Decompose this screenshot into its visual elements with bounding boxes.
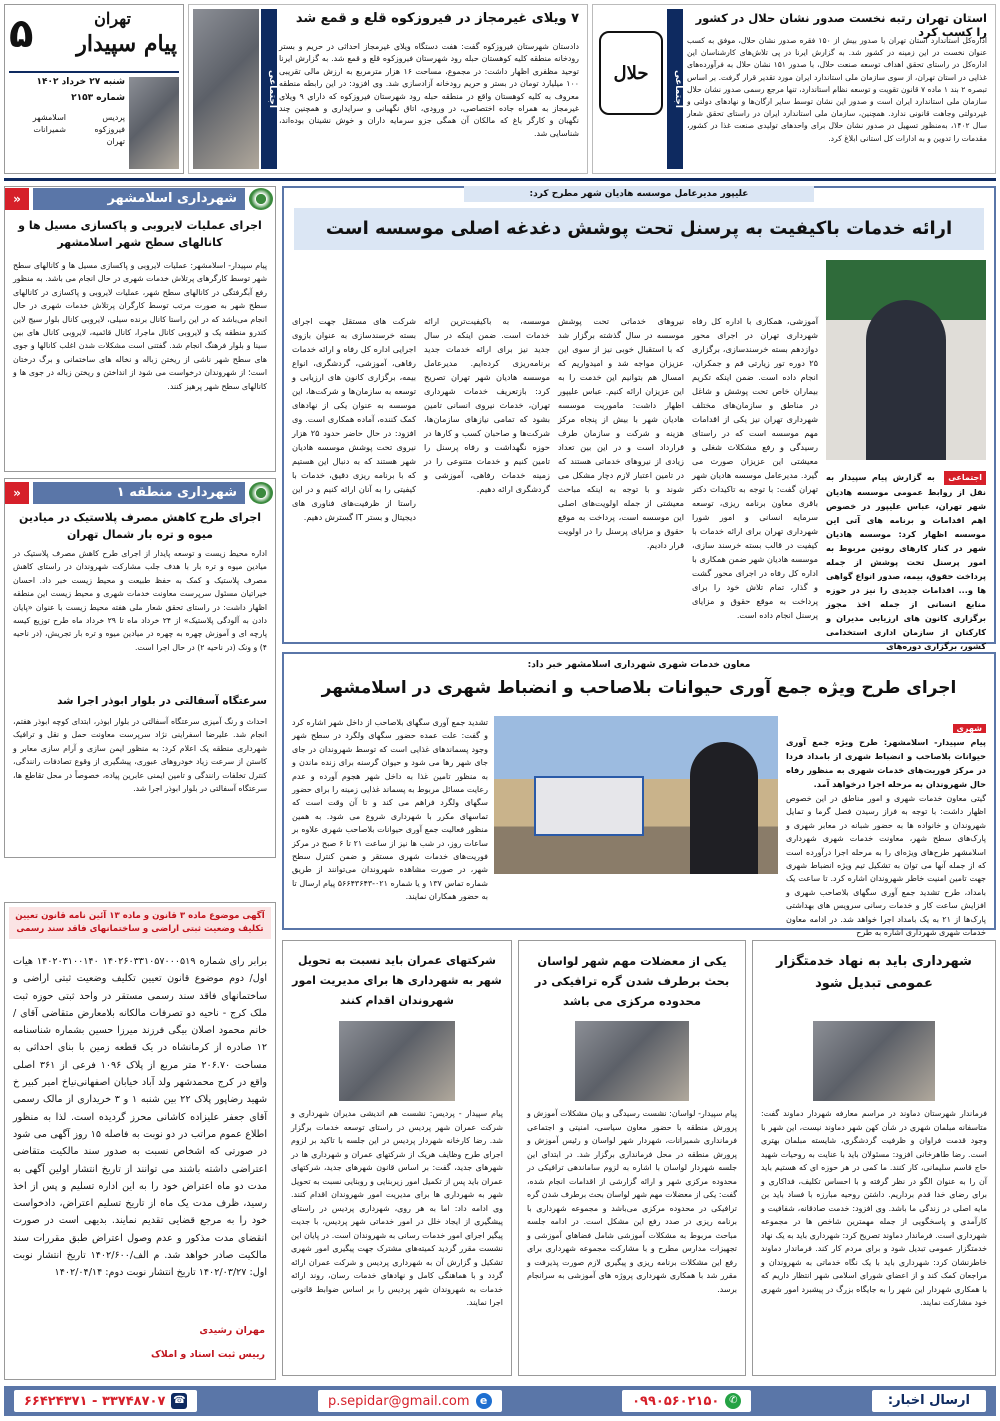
section-badge: شهری — [953, 724, 986, 733]
whatsapp-number: ۰۹۹۰۵۶۰۲۱۵۰ — [632, 1393, 720, 1409]
notice-signer: مهران رشیدی — [199, 1325, 265, 1336]
lead-text: پیام سپیدار- اسلامشهر: طرح ویژه جمع آوری حیوانات بلاصاحب و انضباط شهری از بامداد فردا در مرکز فوریت‌های خدمات شهری به منظور رفاه حال شهروندان به مرحله اجرا درخواهد آمد. — [786, 737, 986, 789]
municipality-logo-icon — [249, 482, 273, 504]
top-divider — [4, 178, 996, 181]
headline: سرعتگاه آسفالتی در بلوار ابوذر اجرا شد — [57, 695, 267, 707]
phone-contact[interactable] — [14, 1390, 197, 1412]
top-right-story — [592, 4, 996, 174]
headline: شهرداری باید به نهاد خدمتگزار عمومی تبدیل شود — [776, 954, 972, 991]
phone-numbers: ۳۳۷۴۸۷۰۷ - ۶۶۴۲۴۳۷۱ — [24, 1393, 166, 1409]
lead-paragraph — [826, 470, 986, 653]
email-icon: e — [476, 1393, 492, 1409]
story-body: پیام سپیدار- اسلامشهر: عملیات لایروبی و پاکسازی مسیل ها و کانالهای سطح شهر توسط کارگرهای پرتلاش خدمات شهری در حال انجام می باشد. به منظور رفع آبگرفتگی در کانالهای سطح شهر، عملیات لایروبی و پاکسازی در کانالهای سطح شهر به صورت مرتب توسط کارگران پرتلاش خدمات شهری در حال انجام می‌باشد که در این راستا کانال برنده سیلی، لایروبی کانال بلوار سیج لاین کندرو منطقه یک و لایروبی کانال ماجرا، کانال قائمیه، لایروبی کانال های بین سینا و بلوار فرهنگ انجام شد. گفتنی است مشکلات شدن اغلب کانالها و جوی های سطح شهر ناشی از ریختن زباله و نخاله های ساختمانی و برگ درختان است؛ از شهروندان درخواست می شود از انداختن و ریختن زباله در جوی ها و کانالهای سطح شهر پرهیز کنند. — [13, 261, 267, 391]
masthead-photo — [129, 77, 179, 169]
story-body: اداره محیط زیست و توسعه پایدار از اجرای طرح کاهش مصرف پلاستیک در میادین میوه و تره بار با هدف جلب مشارکت شهروندان در راستای کاهش مصرف پلاستیک و کمک به حفظ طبیعت و محیط زیست خبر داد. احسان خیراتیان مسئول سرپرست معاونت خدمات شهری و محیط زیست این منطقه اظهار داشت: در راستای تحقق شعار ملی هفته محیط زیست با عنوان «پایان دادن به آلودگی پلاستیک» از ۲۴ خرداد ماه تا ۲۹ خرداد ماه طرح توزیع کیسه پارچه ای و آموزش چهره به چهره در میادین میوه و تره بار تجریش، (در ناحیه ۴) و ونک (در ناحیه ۲) در حال اجرا است. — [13, 549, 267, 652]
region1-box — [4, 478, 276, 858]
section-badge: شهرداری منطقه ۱ — [33, 482, 245, 504]
email-address: p.sepidar@gmail.com — [327, 1393, 470, 1409]
notice-signer-title: رییس ثبت اسناد و املاک — [151, 1349, 265, 1360]
section-badge: شهرداری اسلامشهر — [33, 188, 245, 210]
bottom-article-2 — [518, 940, 746, 1376]
paper-name-large: پیام سپیدار — [76, 31, 177, 57]
section-header — [5, 187, 275, 211]
notice-body: برابر رای شماره ۱۴۰۲۶۰۳۳۱۰۵۷۰۰۰۵۱۹ ۱۴۰۲۰۳۱۰۰۱۴۰ هیات اول/ دوم موضوع قانون تعیین تکلیف وضعیت ثبتی اراضی و ساختمانهای فاقد سند رسمی مستقر در واحد ثبتی حوزه ثبت ملک کرج - ناحیه دو تصرفات مالکانه بلامعارض متقاضی آقای / خانم محمود اصلان بیگی فرزند میرزا حسین بشماره شناسنامه ۱۲ صادره از کرمانشاه در یک قطعه زمین با بنای احداثی به مساحت ۲۰۶.۷۰ متر مربع از پلاک ۱۰۹۶ فرعی از ۳۶۱ اصلی واقع در کرج محمدشهر ولد آباد خیابان اصفهانی‌نیاخ امیر کبیر خ شهید رضاپور پلاک ۲۲ بین شنبه ۱ و ۳ خریداری از مالک رسمی آقای جعفر علیزاده کاشانی محرز گردیده است. لذا به منظور اطلاع عموم مراتب در دو نوبت به فاصله ۱۵ روز آگهی می شود در صورتی که اشخاص نسبت به صدور سند مالکیت متقاضی اعتراضی داشته باشند می توانند از تاریخ انتشار اولین آگهی به مدت دو ماه اعتراض خود را به این اداره تسلیم و پس از اخذ رسید، ظرف مدت یک ماه از تاریخ تسلیم اعتراض، دادخواست خود را به مرجع قضایی تقدیم نمایند. بدیهی است در صورت انقضای مدت مذکور و عدم وصول اعتراض طبق مقررات سند مالکیت صادر خواهد شد. م الف/۱۴۰۲/۶۰۰ تاریخ انتشار نوبت اول: ۱۴۰۲/۰۳/۲۷ تاریخ انتشار نوبت دوم: ۱۴۰۲/۰۴/۱۴ — [13, 956, 267, 1279]
lead-text: به گزارش پیام سپیدار به نقل از روابط عمومی موسسه هادیان شهر تهران، عباس علیپور در خصوص اهم اقدامات و برنامه های آتی این موسسه اظهار کرد: موسسه هادیان شهر در کنار کارهای روتین مربوط به امور پرسنل تحت پوشش از جمله پرداخت حقوق، بیمه، صدور انواع گواهی ها و... اقدامات جدیدی را نیز در حوزه منابع انسانی از جمله اخذ مجوز برگزاری کانون های ارزیابی مدیران و کارکنان از سازمان اداری استخدامی کشور، برگزاری دوره‌های — [826, 472, 986, 651]
article-column-2: نیروهای خدماتی تحت پوشش موسسه در سال گذشته برگزار شد که با استقبال خوبی نیز از سوی این عزیزان مواجه شد و امیدواریم که امسال هم بتوانیم این خدمت را به این عزیزان ارائه کنیم. عباس علیپور اظهار داشت: ماموریت موسسه هادیان شهر با بیش از پنجاه مرکز هزینه و شرکت و سازمان طرف قرارداد است و در این بین تعداد زیادی از نیروهای خدماتی هستند که در تامین اعتبار لازم دچار مشکل می شوند و با توجه به اینکه مباحث معیشتی از جمله اولویت‌های اصلی این موسسه است، پرداخت به موقع حقوق و مزایای پرسنل را در اولویت قرار دادیم. — [558, 316, 684, 550]
paper-name-small: تهران — [94, 9, 131, 28]
section-header — [5, 481, 275, 505]
article-column-1: آموزشی، همکاری با اداره کل رفاه شهرداری تهران در اجرای محور دوازدهم بسته خرسندسازی، برگزاری ۲۵ دوره تور زیارتی قم و جمکران، انجام داده است. ضمن اینکه تکریم بیماران خاص تحت پوشش و شاغل در مناطق و سازمان‌های مختلف شهرداری تهران نیز یکی از اقدامات مهم موسسه است که در راستای رسیدگی و رفع مشکلات شغلی و معیشتی این عزیزان صورت می گیرد. مدیرعامل موسسه هادیان شهر تهران گفت: با توجه به تاکیدات دکتر باقری معاون برنامه ریزی، توسعه سرمایه انسانی و امور شورا شهرداری تهران برای ارائه خدمات با کیفیت در قالب بسته خرسند سازی، موسسه هادیان شهر ضمن همکاری با اداره کل رفاه در اجرای محور گشت و گذار، تمام تلاش خود را برای پرداخت به موقع حقوق و مزایای پرسنل انجام داده است. — [692, 316, 818, 620]
whatsapp-contact[interactable] — [622, 1390, 751, 1412]
story-body: احداث و رنگ آمیزی سرعتگاه آسفالتی در بلوار ابوذر، ابتدای کوچه ابوذر هفتم، انجام شد. علیرضا اسفراینی نژاد سرپرست معاونت حمل و نقل و ترافیک شهرداری منطقه یک اعلام کرد: به منظور ایمن سازی و آرام سازی معابر و کاستن از سرعت زیاد خودروهای عبوری، پیشگیری از وقوع تصادفات رانندگی، کنترل تخلفات رانندگی و تامین ایمنی عابرین پیاده، خصوصاً در محل تقاطع ها، سرعتگاه آسفالتی در بلوار ابوذر اجرا شد. — [13, 717, 267, 794]
issue-number: شماره ۲۱۵۳ — [71, 93, 125, 103]
footer-label: ارسال اخبار: — [872, 1390, 986, 1412]
story-body: فرماندار شهرستان دماوند در مراسم معارفه شهردار دماوند گفت: متاسفانه مبلمان شهری در شأن کهن شهر دماوند نیست، این شهر با وجود قدمت فراوان و ظرفیت گردشگری، شایسته مبلمان بهتری است. رضا طاهرخانی افزود: مسئولان باید با عنایت به روحیات شهید حاج قاسم سلیمانی، کار کنند. ما کمی در هر حوزه ای که هستیم باید آن را به عنوان الگو در نظر گرفته و با احساس تکلیف، فداکاری و برای رضای خدا قدم برداریم. داشتن روحیه مبارزه با فساد باید بن مایه اصلی در زندگی ما باشد. وی افزود: خدمت صادقانه، شفافیت و کارآمدی و پاسخگویی از جمله مهمترین شاخص ها در مجموعه شهرداری است. فرماندار دماوند تصریح کرد: شهرداری باید به یک نهاد خدمتگزار عمومی تبدیل شود و برای مردم کار کند. فرماندار دماوند خاطرنشان کرد: شهرداری باید با یک نگاه خدماتی به شهروندان و مراجعان کمک کند و از اعضای شورای اسلامی شهر انتظار داریم که با همکاری شهردار این شهر را به جایگاه بزرگ در پیشبرد امور شهری خود مشارکت نمایند. — [761, 1109, 987, 1307]
bottom-article-1 — [752, 940, 996, 1376]
truck-figure — [534, 776, 644, 836]
halal-logo — [599, 31, 663, 115]
notice-title: آگهی موضوع ماده ۳ قانون و ماده ۱۳ آئین نامه قانون تعیین تکلیف وضعیت ثبتی اراضی و ساختمانهای فاقد سند رسمی — [9, 907, 271, 939]
portrait-figure — [866, 300, 946, 460]
section-label: اجتماعی — [667, 9, 683, 169]
article-column-2: تشدید جمع آوری سگهای بلاصاحب از داخل شهر اشاره کرد و گفت: علت عمده حضور سگهای ولگرد در سطح شهر وجود پسماندهای غذایی است که توسط شهروندان در جای جای شهر رها می شود و حیوان گرسنه برای زنده ماندن و به منظور تامین غذا به داخل شهر هجوم آورده و عدم رعایت مسائل مربوط به پسماند غذایی زمینه را برای حضور سگهای ولگرد فراهم می کند و تا آن وقت است که تماسهای مکرر با شهرداری شروع می شود. به همین منظور فعالیت جمع آوری حیوانات بلاصاحب شهری علاوه بر ساعات روز، در شب ها نیز از ساعت ۲۱ تا ۶ صبح در مرکز فوریت‌های خدمات شهری مستقر و ضمن کنترل سطح شهر، در صورت مشاهده شهروندان می‌توانند از طریق شماره تماس ۱۳۷ و یا شماره ۰۲۱-۵۶۶۴۳۶۴۳ پیام ارسال تا به حضور همکاران نمایند. — [292, 718, 488, 902]
islamshahr-box — [4, 186, 276, 472]
whatsapp-icon: ✆ — [725, 1393, 741, 1409]
story-body: اداره‌کل استاندارد استان تهران با صدور بیش از ۱۵۰ فقره صدور نشان حلال، موفق به کسب عنوان نخست در این زمینه در کشور شد. به گزارش ایرنا در پی تلاش‌های کارشناسان این اداره‌کل در راستای تحقق اهداف توسعه صنعت حلال، با صدور ۱۵۱ نشان حلال به فرآورده‌های غذایی در استان تهران، از سوی سازمان ملی استاندارد ایران مورد تقدیر قرار گرفت. بر اساس تبصره ۲ بند ۱ ماده ۷ قانون تقویت و توسعه نظام استاندارد، تنها مرجع رسمی صدور نشان حلال سازمان ملی استاندارد ایران است و صدور این نشان توسط سایر ارگان‌ها و نهادهای دولتی و غیردولتی وجاهت قانونی ندارد. همچنین، سازمان ملی استاندارد ایران در راستای تحقق شعار سال ۱۴۰۲، به‌منظور تسهیل در صدور نشان حلال برای واحدهای تولیدی صنعت غذا در کشور، مقدمات را تدوین و به ادارات کل استانی ابلاغ کرد. — [687, 36, 988, 143]
municipality-logo-icon — [249, 188, 273, 210]
masthead-rule — [9, 71, 179, 73]
city-firuzkuh[interactable]: فیروزکوه — [94, 125, 125, 134]
section-badge: اجتماعی — [944, 471, 986, 485]
meeting-photo — [339, 1021, 455, 1101]
halal-logo-text: حلال — [613, 62, 649, 84]
chevron-icon: « — [5, 188, 29, 210]
city-pardis[interactable]: پردیس — [102, 113, 125, 122]
issue-date: شنبه ۲۷ خرداد ۱۴۰۲ — [36, 77, 125, 87]
main-article — [282, 186, 996, 651]
meeting-photo — [813, 1021, 935, 1101]
portrait-photo — [826, 260, 986, 460]
email-contact[interactable] — [318, 1390, 502, 1412]
article-column-4: شرکت های مستقل جهت اجرای بسته خرسندسازی به عنوان بازوی اجرایی اداره کل رفاه و ارائه خدمات رفاهی، آموزشی، گردشگری، انواع بیمه، برگزاری کانون های ارزیابی و توسعه به سازمان‌ها و شرکت‌ها، این موسسه به عنوان یکی از نهادهای کمک کننده، آماده همکاری است. وی افزود: در حال حاضر حدود ۲۵ هزار نیروی تحت پوشش موسسه هادیان شهر هستند که به دنبال این هستیم که با برنامه ریزی دقیق، خدمات با کیفیتی را به آنان ارائه کنیم و در این راستا از ظرفیت‌های فناوری های دیجیتال و بستر IT گسترش دهیم. — [292, 316, 416, 522]
headline: استان تهران رتبه نخست صدور نشان حلال در کشور را کسب کرد — [695, 11, 987, 39]
headline: اجرای طرح ویژه جمع آوری حیوانات بلاصاحب و انضباط شهری در اسلامشهر — [321, 678, 957, 698]
city-list — [13, 113, 125, 146]
city-islamshahr[interactable]: اسلامشهر — [32, 113, 66, 122]
kicker: علیپور مدیرعامل موسسه هادیان شهر مطرح کرد: — [464, 186, 814, 202]
headline: ارائه خدمات باکیفیت به پرسنل تحت پوشش دغدغه اصلی موسسه است — [294, 208, 984, 250]
bottom-article-3 — [282, 940, 512, 1376]
phone-icon: ☎ — [171, 1393, 187, 1409]
city-tehran[interactable]: تهران — [106, 137, 125, 146]
article-column-3: موسسه، به باکیفیت‌ترین ارائه خدمات است. ضمن اینکه در سال جدید نیز برای ارائه خدمات جدید برنامه‌ریزی کرده‌ایم. مدیرعامل موسسه هادیان شهر تهران تصریح کرد: بازتعریف خدمات شهرداری تهران، خدمات نیروی انسانی تامین بشود که تمامی نیازهای سازمان‌ها، شرکت‌ها و صاحبان کسب و کارها در حوزه نگهداشت و رفاه پرسنل را تامین کنیم و خدمات متنوعی را در زمینه خدمات رفاهی، آموزشی و گردشگری ارائه دهیم. — [424, 316, 550, 494]
story-body: پیام سپیدار - پردیس: نشست هم اندیشی مدیران شهرداری و شرکت عمران شهر پردیس در راستای توسعه خدمات برگزار شد. رضا کارخانه شهردار پردیس در این جلسه با تاکید بر لزوم اجرای طرح وظایف هریک از شرکتهای عمران و شهرداری ها در شهرهای جدید، گفت: بر اساس قانون شهرهای جدید، شرکتهای عمران باید پس از تکمیل امور زیربنایی و روبنایی نسبت به تحویل شهر به شهرداری ها برای مدیریت امور شهروندان اقدام کنند. وی ادامه داد: اما به هر روی، شهرداری پردیس در راستای پیشگیری از ایجاد خلل در امور خدماتی شهر پردیس، با جدیت پیگیر اجرای امور خدمات رسانی به شهروندان است. در پایان این نشست مقرر گردید کمیته‌های مشترک جهت پیگیری امور شهری تشکیل و گزارش آن به شهرداری پردیس و شرکت عمران ارائه گردد و با هماهنگی کامل و نهادهای خدمات رسان، روند ارائه خدمات به شهروندان شهر پردیس را بر اساس ضوابط قانونی اجرا نمایند. — [291, 1109, 503, 1307]
top-left-photo — [193, 9, 259, 169]
masthead — [4, 4, 184, 174]
headline: یکی از معضلات مهم شهر لواسان بحث برطرف شدن گره ترافیکی در محدوده مرکزی می باشد — [534, 954, 730, 1008]
meeting-photo — [575, 1021, 689, 1101]
legal-notice — [4, 902, 276, 1380]
story-body: دادستان شهرستان فیروزکوه گفت: هفت دستگاه ویلای غیرمجاز احداثی در حریم و بستر رودخانه منطقه کلیه کوهستان حبله رود شهرستان فیروزکوه قلع و قمع شد. به گزارش ایرنا توحید مظفری اظهار داشت: در مجموع، مساحت ۱۶ هزار مترمربع به ارزش مالی تقریبی ۱۰۰ میلیارد تومان در بستر و حریم رودخانه آزادسازی شد. وی افزود: در این رابطه منطقه معروف به کلیه کوهستان واقع در منطقه حبله رود شهرستان فیروزکوه که دارای ۹ ویلای غیرمجاز به همراه جاده اختصاصی، در ورودی، اتاق نگهبانی و سرایداری و همچنین چند نگهبان و کارگر باغ که مالکان آن همگی جزو سرمایه داران و خوش نشینان بوده‌اند، شناسایی شد. — [279, 42, 579, 138]
top-left-story — [188, 4, 588, 174]
headline: ۷ ویلای غیرمجاز در فیروزکوه قلع و قمع شد — [295, 11, 579, 26]
man-figure — [690, 742, 758, 874]
animal-control-photo — [494, 716, 778, 874]
headline: اجرای طرح کاهش مصرف پلاستیک در میادین میوه و تره بار شمال تهران — [18, 511, 262, 541]
chevron-icon: « — [5, 482, 29, 504]
page-number: ۵ — [9, 11, 34, 57]
headline: اجرای عملیات لایروبی و پاکسازی مسیل ها و کانالهای سطح شهر اسلامشهر — [18, 219, 262, 249]
kicker: معاون خدمات شهری شهرداری اسلامشهر خبر داد: — [527, 660, 751, 670]
middle-article — [282, 652, 996, 938]
story-body: پیام سپیدار- لواسان: نشست رسیدگی و بیان مشکلات آموزش و پرورش منطقه با حضور معاون سیاسی، امنیتی و اجتماعی فرمانداری شمیرانات، شهردار شهر لواسان و رئیس آموزش و پرورش منطقه در محل فرمانداری برگزار شد. در ابتدای این جلسه شهردار لواسان با اشاره به لزوم ساماندهی ترافیکی در محدوده مرکزی شهر و ارائه گزارشی از اقدامات انجام شده، گفت: یکی از معضلات مهم شهر لواسان بحث برطرف شدن گره ترافیکی در محدوده مرکزی می‌باشد و مجموعه شهرداری با برنامه ریزی در صدد رفع این مشکل است. در ادامه جلسه مباحث مربوط به مشکلات آموزشی شامل فضاهای آموزشی و تجهیزات مدارس مطرح و با مشارکت مجموعه شهرداری برای رفع این مشکلات برنامه ریزی و پیگیری لازم صورت پذیرفت و مقرر شد با همکاری شهرداری پروژه های آموزشی به سرانجام برسد. — [527, 1109, 737, 1294]
section-label: اجتماعی — [261, 9, 277, 169]
footer-bar — [4, 1386, 996, 1416]
article-column-1: گیتی معاون خدمات شهری و امور مناطق در این خصوص اظهار داشت: با توجه به فراز رسیدن فصل گرما و تمایل شهروندان و خانواده ها به حضور شبانه در معابر شهری و پارک‌های سطح شهر، معاونت خدمات شهری شهرداری اسلامشهر طرح‌های ویژه‌ای را به مرحله اجرا درآورده است که از جمله آنها می توان به تشکیل تیم ویژه انضباط شهری جهت تامین امنیت خاطر شهروندان اشاره کرد. تا ساعت یک بامداد، طرح تشدید جمع آوری سگهای بلاصاحب شهری و افزایش ساعت کار و خدمات رسانی سرویس های بهداشتی پارک‌ها از ۲۱ به یک بامداد اجرا خواهد شد. در ادامه معاون خدمات شهری شهرداری اشاره به طرح — [786, 794, 987, 938]
lead-paragraph — [786, 716, 986, 791]
city-shemiranat[interactable]: شمیرانات — [33, 125, 66, 134]
headline: شرکتهای عمران باید نسبت به تحویل شهر به شهرداری ها برای مدیریت امور شهروندان اقدام کنند — [292, 954, 502, 1007]
